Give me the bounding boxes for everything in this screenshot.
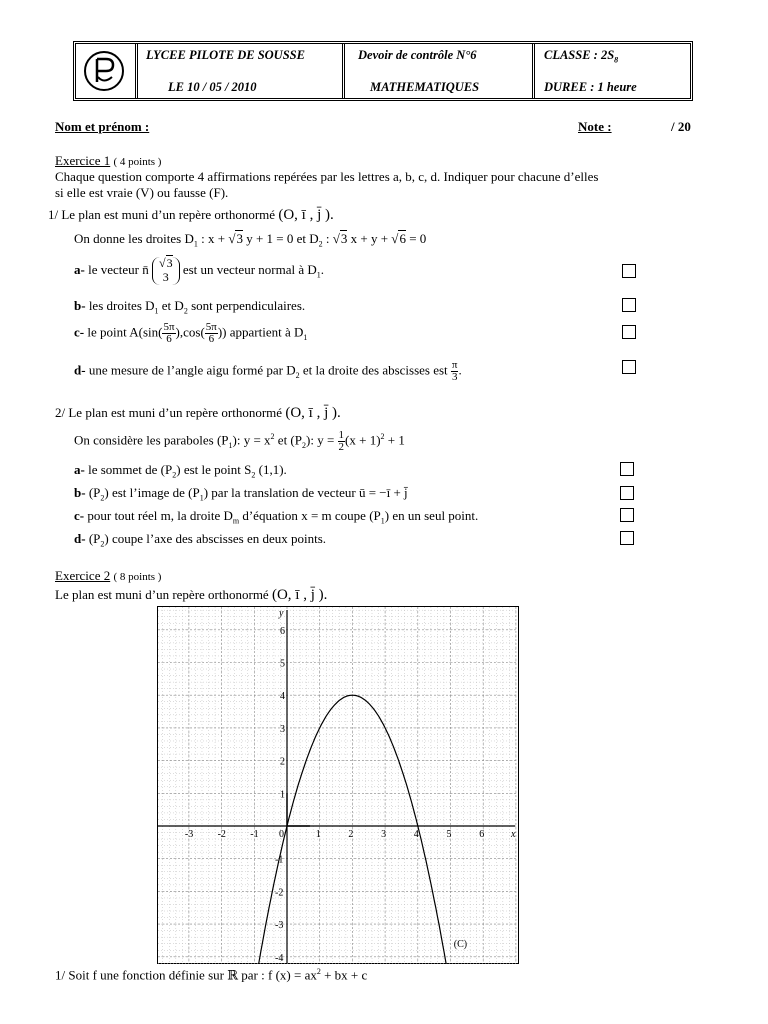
y-tick-label: 5: [280, 658, 285, 670]
y-tick-label: 1: [280, 789, 285, 801]
y-tick-label: 4: [280, 691, 285, 703]
duration: DUREE : 1 heure: [544, 80, 637, 94]
logo-cell: [76, 44, 138, 98]
y-axis-label: y: [279, 608, 284, 619]
q2-parabolas: On considère les paraboles $(P_1)$: $y = x^2$ et $(P_2)$: y = $\frac{1}{2}$ $(x + 1)^2 + 1$: [74, 429, 405, 453]
q1-item-b: b- les droites $D_1$ et $D_2$ sont perpendiculaires.: [74, 298, 306, 316]
ex2-title: Exercice 2 ( 8 points ): [55, 568, 162, 583]
header-table: [73, 41, 693, 101]
checkbox-2d[interactable]: [620, 531, 634, 545]
exam-title: Devoir de contrôle N°6: [358, 48, 477, 62]
checkbox-1d[interactable]: [622, 360, 636, 374]
x-tick-label: 6: [479, 829, 485, 840]
curve-label: (C): [453, 938, 468, 950]
x-tick-label: -2: [217, 829, 226, 840]
ex2-intro: Le plan est muni d’un repère orthonormé (O, ī , j̄ ).: [55, 587, 328, 603]
school-logo: [76, 44, 132, 98]
x-tick-label: -1: [250, 829, 259, 840]
checkbox-1a[interactable]: [622, 264, 636, 278]
x-tick-label: 3: [381, 829, 387, 840]
class-cell: [535, 44, 690, 98]
q2-item-b: b- $(P_2)$ est l’image de $(P_1)$ par la translation de vecteur ū = −ī + j̄: [74, 485, 408, 503]
checkbox-1b[interactable]: [622, 298, 636, 312]
graph-frame: [158, 607, 519, 964]
y-tick-label: 6: [280, 625, 285, 637]
checkbox-2b[interactable]: [620, 486, 634, 500]
ex1-title: Exercice 1 ( 4 points ): [55, 153, 162, 168]
ex1-intro2: si elle est vraie (V) ou fausse (F).: [55, 185, 229, 200]
y-tick-label: -2: [275, 887, 284, 899]
y-tick-label: 2: [280, 756, 285, 768]
exam-cell: [345, 44, 535, 98]
y-tick-label: -3: [275, 920, 284, 932]
x-tick-label: 2: [348, 829, 354, 840]
school-cell: [138, 44, 345, 98]
q1-item-c: c- le point A(sin( $\frac{5\pi}{6}$ ),cos( $\frac{5\pi}{6}$ )) appartient à $D_1$: [74, 321, 308, 345]
q1-item-a: a- le vecteur n̄ √3 3 est un vecteur normal à $D_1$.: [74, 256, 325, 284]
y-tick-label: 3: [280, 723, 285, 735]
class-label: CLASSE : $2S_8$: [544, 48, 619, 65]
subject: MATHEMATIQUES: [370, 80, 480, 94]
y-tick-label: -1: [275, 854, 284, 866]
q1-lines: On donne les droites $D_1$ : x + √3 y + 1 = 0 et $D_2$ : √3 x + y + √6 = 0: [74, 231, 427, 249]
x-tick-label: 4: [413, 829, 419, 840]
school-name: LYCEE PILOTE DE SOUSSE: [146, 48, 305, 62]
y-tick-label: -4: [275, 952, 284, 964]
q1-item-d: d- une mesure de l’angle aigu formé par $D_2$ et la droite des abscisses est $\frac{\pi}{3}$ .: [74, 359, 462, 383]
q2-item-c: c- pour tout réel m, la droite $D_m$ d’équation x = m coupe $(P_1)$ en un seul point.: [74, 508, 479, 526]
parabola-graph: [157, 606, 519, 964]
x-tick-label: 5: [446, 829, 452, 840]
x-tick-label: 0: [279, 829, 284, 840]
checkbox-2a[interactable]: [620, 462, 634, 476]
x-axis-label: x: [511, 829, 516, 840]
note-total: / 20: [671, 119, 691, 134]
name-label: Nom et prénom :: [55, 119, 150, 134]
x-tick-label: 1: [315, 829, 321, 840]
q2-statement: 2/ Le plan est muni d’un repère orthonormé (O, ī , j̄ ).: [55, 405, 341, 421]
checkbox-2c[interactable]: [620, 508, 634, 522]
checkbox-1c[interactable]: [622, 325, 636, 339]
q2-item-a: a- le sommet de $(P_2)$ est le point $S_2$ (1,1).: [74, 462, 287, 480]
note-label: Note :: [578, 119, 612, 134]
ex2-q1: 1/ Soit f une fonction définie sur ℝ par : f $(x) = ax^2$ + bx + c: [55, 967, 368, 983]
x-tick-label: -3: [184, 829, 194, 840]
q1-statement: 1/ Le plan est muni d’un repère orthonormé (O, ī , j̄ ).: [48, 207, 334, 223]
exam-date: LE 10 / 05 / 2010: [168, 80, 257, 94]
q2-item-d: d- $(P_2)$ coupe l’axe des abscisses en deux points.: [74, 531, 327, 549]
ex1-intro1: Chaque question comporte 4 affirmations repérées par les lettres a, b, c, d. Indiquer pour chacune d’elles: [55, 169, 599, 184]
